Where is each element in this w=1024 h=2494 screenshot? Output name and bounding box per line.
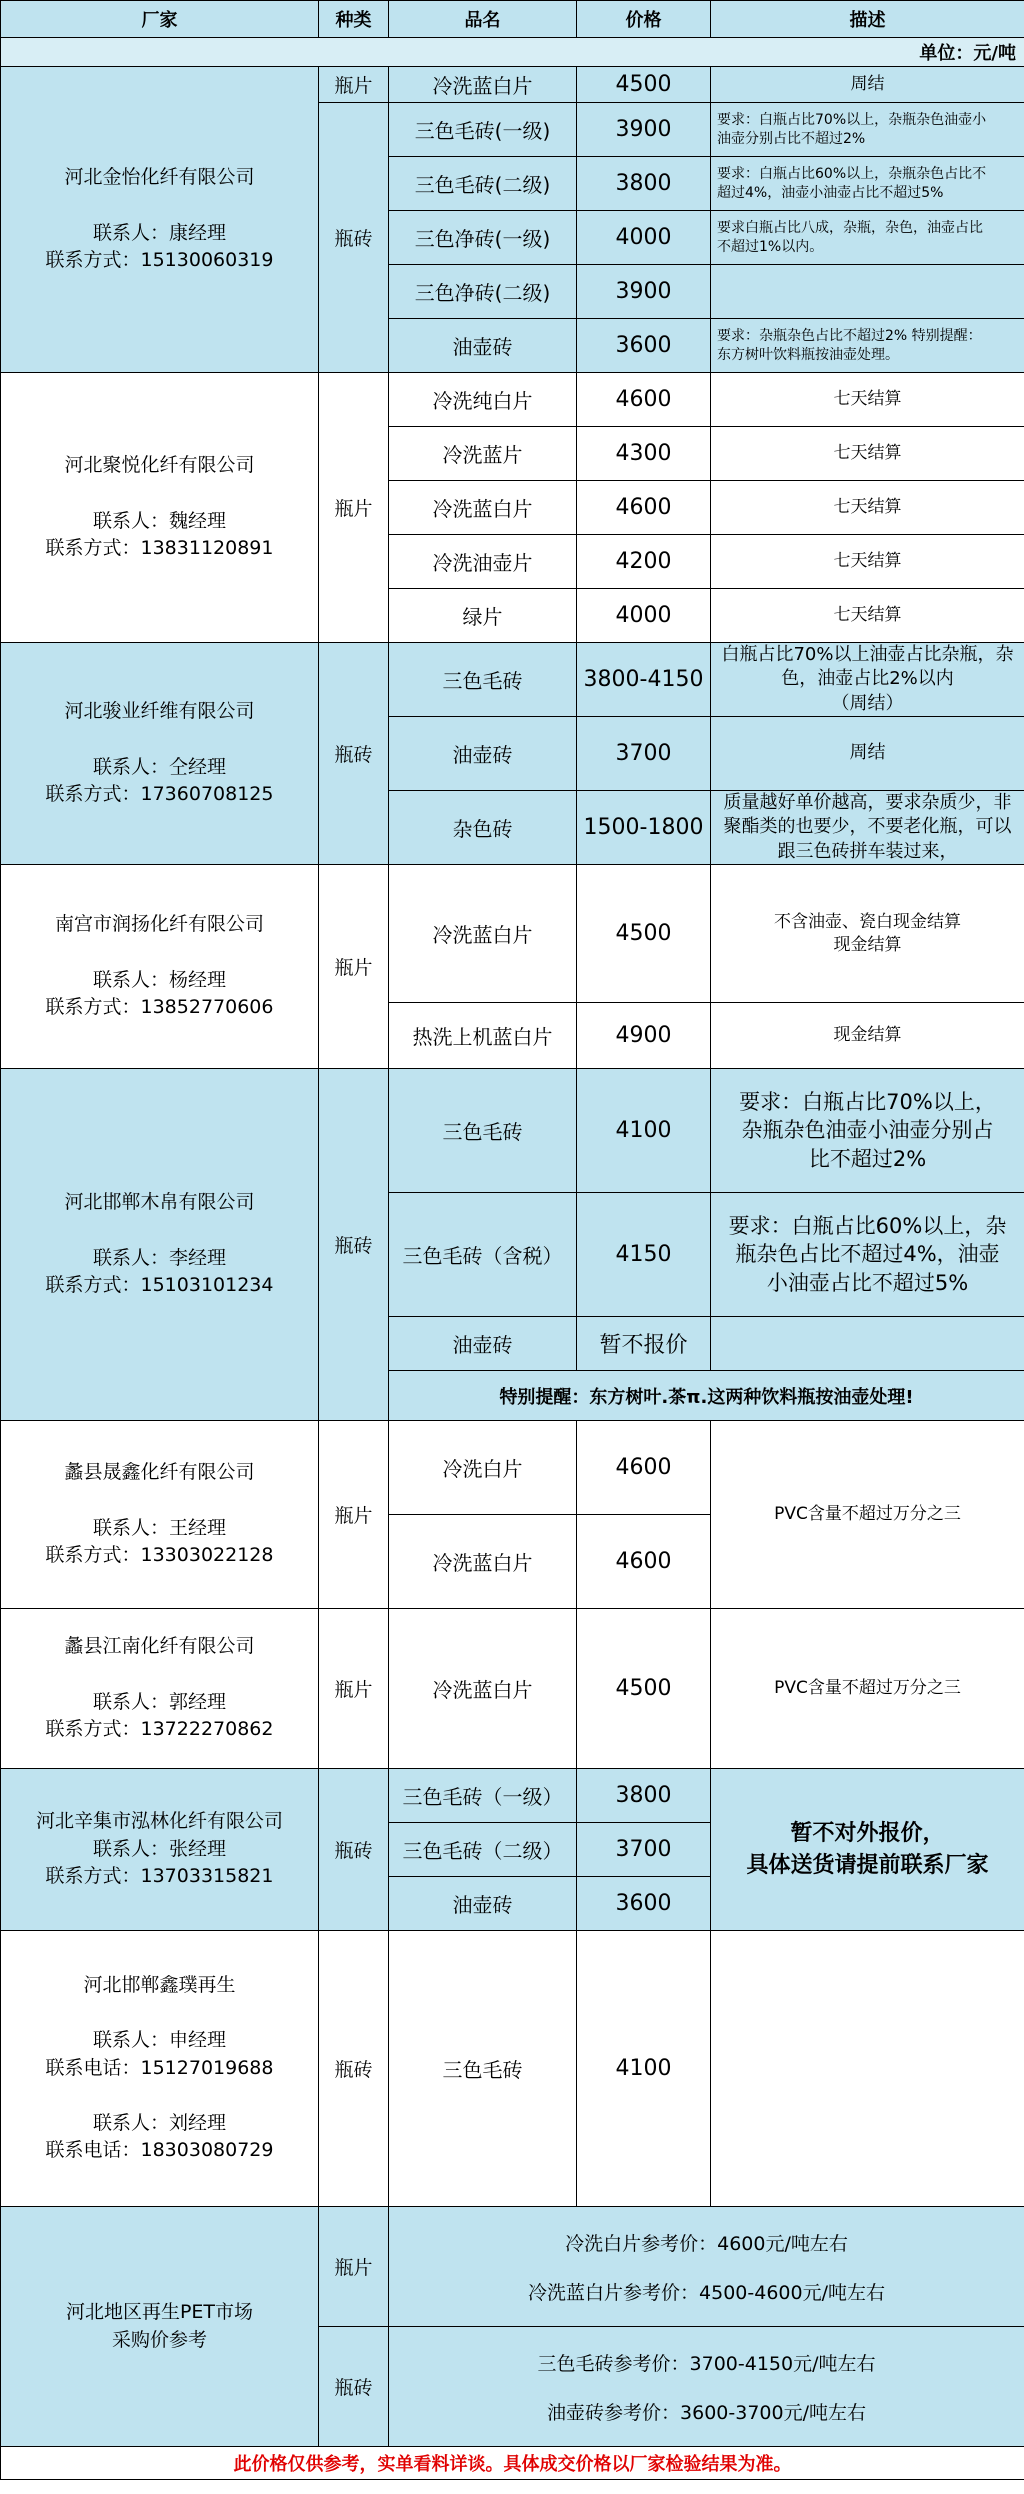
kind-cell: 瓶片 xyxy=(319,1609,389,1769)
product-cell: 冷洗白片 xyxy=(389,1421,577,1515)
contact-phone: 联系方式：17360708125 xyxy=(45,783,274,806)
product-cell: 油壶砖 xyxy=(389,319,577,373)
price-cell: 4600 xyxy=(577,1515,711,1609)
description-cell xyxy=(711,265,1024,319)
description-cell: 现金结算 xyxy=(711,1003,1024,1069)
reference-line: 油壶砖参考价：3600-3700元/吨左右 xyxy=(547,2401,866,2424)
kind-cell: 瓶片 xyxy=(319,865,389,1069)
manufacturer-name: 蠡县江南化纤有限公司 xyxy=(64,1635,255,1658)
product-cell: 冷洗蓝白片 xyxy=(389,67,577,103)
contact-phone: 联系方式：15130060319 xyxy=(45,249,274,272)
price-cell: 4600 xyxy=(577,1421,711,1515)
footer-row xyxy=(1,2447,1024,2480)
price-cell: 4100 xyxy=(577,1931,711,2207)
description-cell: 要求：白瓶占比60%以上，杂瓶杂色占比不 超过4%，油壶小油壶占比不超过5% xyxy=(711,157,1024,211)
product-cell: 三色毛砖 xyxy=(389,1931,577,2207)
description-cell: 白瓶占比70%以上油壶占比杂瓶，杂 色，油壶占比2%以内 （周结） xyxy=(711,643,1024,717)
kind-cell: 瓶片 xyxy=(319,2207,389,2327)
manufacturer-name: 河北辛集市泓林化纤有限公司 xyxy=(35,1810,283,1833)
contact-person: 联系人：申经理 xyxy=(92,2029,226,2052)
product-cell: 三色毛砖 xyxy=(389,1069,577,1193)
reference-line: 三色毛砖参考价：3700-4150元/吨左右 xyxy=(537,2352,876,2375)
contact-phone: 联系方式：13722270862 xyxy=(45,1718,274,1741)
price-cell: 4900 xyxy=(577,1003,711,1069)
contact-person: 联系人：郭经理 xyxy=(92,1690,226,1713)
description-cell: 七天结算 xyxy=(711,373,1024,427)
product-cell: 冷洗纯白片 xyxy=(389,373,577,427)
contact-phone: 联系电话：18303080729 xyxy=(45,2139,274,2162)
manufacturer-cell xyxy=(1,1769,319,1931)
header-kind: 种类 xyxy=(319,1,389,38)
description-cell: 七天结算 xyxy=(711,481,1024,535)
price-cell: 3700 xyxy=(577,717,711,791)
description-cell: 要求白瓶占比八成，杂瓶，杂色，油壶占比 不超过1%以内。 xyxy=(711,211,1024,265)
contact-person: 联系人：王经理 xyxy=(92,1516,226,1539)
price-cell: 4500 xyxy=(577,67,711,103)
description-cell: 要求：白瓶占比70%以上， 杂瓶杂色油壶小油壶分别占 比不超过2% xyxy=(711,1069,1024,1193)
manufacturer-cell xyxy=(1,643,319,865)
product-cell: 冷洗蓝白片 xyxy=(389,1609,577,1769)
table-row xyxy=(1,643,1024,717)
header-description: 描述 xyxy=(711,1,1024,38)
description-cell: 七天结算 xyxy=(711,589,1024,643)
product-cell: 冷洗蓝白片 xyxy=(389,481,577,535)
header-price: 价格 xyxy=(577,1,711,38)
product-cell: 杂色砖 xyxy=(389,791,577,865)
price-cell: 4100 xyxy=(577,1069,711,1193)
description-cell: PVC含量不超过万分之三 xyxy=(711,1609,1024,1769)
product-cell: 热洗上机蓝白片 xyxy=(389,1003,577,1069)
product-cell: 三色净砖(二级) xyxy=(389,265,577,319)
contact-phone: 联系方式：13831120891 xyxy=(45,537,274,560)
price-cell: 4200 xyxy=(577,535,711,589)
manufacturer-name: 河北金怡化纤有限公司 xyxy=(64,166,255,189)
contact-phone: 联系方式：13703315821 xyxy=(45,1865,274,1888)
table-row xyxy=(1,1069,1024,1193)
manufacturer-name: 河北邯郸鑫璞再生 xyxy=(83,1974,236,1997)
kind-cell: 瓶片 xyxy=(319,373,389,643)
product-cell: 冷洗油壶片 xyxy=(389,535,577,589)
contact-person: 联系人：仝经理 xyxy=(92,755,226,778)
special-notice: 特别提醒：东方树叶.茶π.这两种饮料瓶按油壶处理! xyxy=(389,1371,1024,1421)
reference-lines xyxy=(389,2207,1024,2327)
manufacturer-name: 河北邯郸木帛有限公司 xyxy=(64,1191,255,1214)
product-cell: 绿片 xyxy=(389,589,577,643)
table-row xyxy=(1,865,1024,1003)
table-row xyxy=(1,373,1024,427)
contact-person: 联系人：康经理 xyxy=(92,221,226,244)
description-cell: 不含油壶、瓷白现金结算 现金结算 xyxy=(711,865,1024,1003)
contact-person: 联系人：刘经理 xyxy=(92,2111,226,2134)
price-cell: 3900 xyxy=(577,265,711,319)
price-cell: 4600 xyxy=(577,373,711,427)
price-cell: 4150 xyxy=(577,1193,711,1317)
table-row xyxy=(1,1769,1024,1823)
table-row xyxy=(1,1609,1024,1769)
kind-cell: 瓶砖 xyxy=(319,1069,389,1421)
manufacturer-cell xyxy=(1,373,319,643)
product-cell: 三色毛砖 xyxy=(389,643,577,717)
price-cell: 暂不报价 xyxy=(577,1317,711,1371)
manufacturer-name: 河北聚悦化纤有限公司 xyxy=(64,454,255,477)
manufacturer-name: 蠡县晟鑫化纤有限公司 xyxy=(64,1461,255,1484)
contact-phone: 联系方式：13303022128 xyxy=(45,1544,274,1567)
contact-phone: 联系方式：15103101234 xyxy=(45,1274,274,1297)
price-cell: 4600 xyxy=(577,481,711,535)
description-cell: 周结 xyxy=(711,717,1024,791)
product-cell: 三色毛砖(一级) xyxy=(389,103,577,157)
product-cell: 冷洗蓝白片 xyxy=(389,865,577,1003)
contact-phone: 联系方式：13852770606 xyxy=(45,996,274,1019)
price-cell: 1500-1800 xyxy=(577,791,711,865)
manufacturer-cell xyxy=(1,1609,319,1769)
contact-phone: 联系电话：15127019688 xyxy=(45,2056,274,2079)
disclaimer: 此价格仅供参考，实单看料详谈。具体成交价格以厂家检验结果为准。 xyxy=(1,2447,1024,2480)
product-cell: 三色净砖(一级) xyxy=(389,211,577,265)
price-cell: 4000 xyxy=(577,211,711,265)
contact-person: 联系人：杨经理 xyxy=(92,968,226,991)
product-cell: 油壶砖 xyxy=(389,717,577,791)
manufacturer-cell xyxy=(1,1931,319,2207)
description-cell: 七天结算 xyxy=(711,427,1024,481)
header-manufacturer: 厂家 xyxy=(1,1,319,38)
table-row xyxy=(1,1421,1024,1515)
manufacturer-cell xyxy=(1,1069,319,1421)
manufacturer-name: 河北骏业纤维有限公司 xyxy=(64,700,255,723)
price-cell: 3800 xyxy=(577,1769,711,1823)
price-cell: 4500 xyxy=(577,1609,711,1769)
manufacturer-cell xyxy=(1,865,319,1069)
kind-cell: 瓶砖 xyxy=(319,1931,389,2207)
description-cell: 要求：杂瓶杂色占比不超过2% 特别提醒： 东方树叶饮料瓶按油壶处理。 xyxy=(711,319,1024,373)
unit-label: 单位：元/吨 xyxy=(1,38,1024,67)
price-cell: 4300 xyxy=(577,427,711,481)
product-cell: 冷洗蓝白片 xyxy=(389,1515,577,1609)
product-cell: 油壶砖 xyxy=(389,1317,577,1371)
manufacturer-name: 南宫市润扬化纤有限公司 xyxy=(54,913,264,936)
description-cell xyxy=(711,1317,1024,1371)
price-cell: 4000 xyxy=(577,589,711,643)
kind-cell: 瓶砖 xyxy=(319,103,389,373)
table-row xyxy=(1,67,1024,103)
product-cell: 三色毛砖（二级） xyxy=(389,1823,577,1877)
price-cell: 3700 xyxy=(577,1823,711,1877)
description-cell: 要求：白瓶占比60%以上，杂 瓶杂色占比不超过4%，油壶 小油壶占比不超过5% xyxy=(711,1193,1024,1317)
kind-cell: 瓶砖 xyxy=(319,2327,389,2447)
contact-person: 联系人：魏经理 xyxy=(92,509,226,532)
kind-cell: 瓶砖 xyxy=(319,643,389,865)
price-cell: 3900 xyxy=(577,103,711,157)
product-cell: 三色毛砖(二级) xyxy=(389,157,577,211)
product-cell: 三色毛砖（一级） xyxy=(389,1769,577,1823)
description-cell: 质量越好单价越高，要求杂质少，非 聚酯类的也要少，不要老化瓶，可以 跟三色砖拼车装过来， xyxy=(711,791,1024,865)
price-cell: 3600 xyxy=(577,319,711,373)
description-cell xyxy=(711,1931,1024,2207)
manufacturer-cell xyxy=(1,1421,319,1609)
reference-line: 冷洗白片参考价：4600元/吨左右 xyxy=(565,2232,848,2255)
kind-cell: 瓶片 xyxy=(319,1421,389,1609)
description-cell: 暂不对外报价， 具体送货请提前联系厂家 xyxy=(711,1769,1024,1931)
price-cell: 3600 xyxy=(577,1877,711,1931)
kind-cell: 瓶砖 xyxy=(319,1769,389,1931)
kind-cell: 瓶片 xyxy=(319,67,389,103)
contact-person: 联系人：张经理 xyxy=(92,1837,226,1860)
price-cell: 4500 xyxy=(577,865,711,1003)
contact-person: 联系人：李经理 xyxy=(92,1246,226,1269)
price-cell: 3800 xyxy=(577,157,711,211)
product-cell: 油壶砖 xyxy=(389,1877,577,1931)
table-row xyxy=(1,2207,1024,2327)
reference-lines xyxy=(389,2327,1024,2447)
description-cell: 要求：白瓶占比70%以上，杂瓶杂色油壶小 油壶分别占比不超过2% xyxy=(711,103,1024,157)
description-cell: 周结 xyxy=(711,67,1024,103)
reference-title: 河北地区再生PET市场 采购价参考 xyxy=(1,2207,319,2447)
price-cell: 3800-4150 xyxy=(577,643,711,717)
manufacturer-cell xyxy=(1,67,319,373)
table-row xyxy=(1,1931,1024,2207)
unit-row xyxy=(1,38,1024,67)
product-cell: 冷洗蓝片 xyxy=(389,427,577,481)
product-cell: 三色毛砖（含税） xyxy=(389,1193,577,1317)
header-row xyxy=(1,1,1024,38)
header-product: 品名 xyxy=(389,1,577,38)
description-cell: 七天结算 xyxy=(711,535,1024,589)
description-cell: PVC含量不超过万分之三 xyxy=(711,1421,1024,1609)
reference-line: 冷洗蓝白片参考价：4500-4600元/吨左右 xyxy=(528,2281,885,2304)
